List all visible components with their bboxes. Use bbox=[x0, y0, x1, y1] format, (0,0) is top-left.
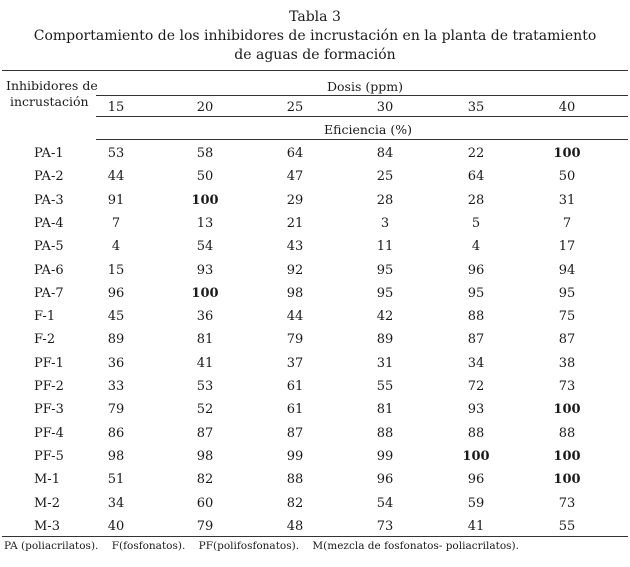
efficiency-cell: 31 bbox=[376, 356, 394, 371]
efficiency-cell: 92 bbox=[286, 263, 304, 278]
top-rule bbox=[2, 70, 628, 71]
efficiency-cell: 96 bbox=[376, 472, 394, 487]
inhibitor-label: PF-4 bbox=[34, 426, 64, 441]
efficiency-cell: 100 bbox=[191, 193, 219, 208]
efficiency-cell: 100 bbox=[191, 286, 219, 301]
efficiency-cell: 25 bbox=[376, 169, 394, 184]
efficiency-cell: 29 bbox=[286, 193, 304, 208]
efficiency-cell: 41 bbox=[196, 356, 214, 371]
efficiency-cell: 41 bbox=[467, 519, 485, 534]
efficiency-cell: 50 bbox=[558, 169, 576, 184]
efficiency-cell: 51 bbox=[107, 472, 125, 487]
efficiency-cell: 88 bbox=[467, 426, 485, 441]
dose-column-header: 40 bbox=[558, 100, 576, 115]
table-title-line-1: Comportamiento de los inhibidores de incrustación en la planta de tratamiento bbox=[33, 28, 597, 44]
efficiency-cell: 100 bbox=[553, 402, 581, 417]
efficiency-cell: 95 bbox=[558, 286, 576, 301]
efficiency-cell: 4 bbox=[471, 239, 481, 254]
efficiency-cell: 7 bbox=[562, 216, 572, 231]
row-header-line-1: Inhibidores de bbox=[6, 78, 98, 93]
efficiency-cell: 73 bbox=[558, 496, 576, 511]
inhibitor-label: M-2 bbox=[34, 496, 60, 511]
efficiency-cell: 58 bbox=[196, 146, 214, 161]
efficiency-cell: 98 bbox=[107, 449, 125, 464]
efficiency-cell: 37 bbox=[286, 356, 304, 371]
efficiency-cell: 33 bbox=[107, 379, 125, 394]
efficiency-cell: 81 bbox=[196, 332, 214, 347]
table-caption bbox=[0, 8, 630, 65]
efficiency-cell: 93 bbox=[467, 402, 485, 417]
efficiency-cell: 4 bbox=[111, 239, 121, 254]
efficiency-cell: 87 bbox=[558, 332, 576, 347]
inhibitor-label: M-1 bbox=[34, 472, 60, 487]
efficiency-cell: 91 bbox=[107, 193, 125, 208]
inhibitor-label: F-1 bbox=[34, 309, 56, 324]
efficiency-cell: 82 bbox=[286, 496, 304, 511]
efficiency-cell: 87 bbox=[286, 426, 304, 441]
efficiency-cell: 99 bbox=[286, 449, 304, 464]
footer-note-pf: PF(polifosfonatos). bbox=[198, 540, 300, 552]
efficiency-cell: 82 bbox=[196, 472, 214, 487]
dose-column-header: 20 bbox=[196, 100, 214, 115]
efficiency-cell: 40 bbox=[107, 519, 125, 534]
efficiency-cell: 95 bbox=[376, 286, 394, 301]
footer-notes bbox=[4, 540, 529, 552]
footer-note-m: M(mezcla de fosfonatos- poliacrilatos). bbox=[312, 540, 519, 552]
efficiency-cell: 55 bbox=[558, 519, 576, 534]
efficiency-cell: 86 bbox=[107, 426, 125, 441]
efficiency-cell: 100 bbox=[553, 146, 581, 161]
inhibitor-label: PF-1 bbox=[34, 356, 64, 371]
efficiency-cell: 87 bbox=[467, 332, 485, 347]
efficiency-cell: 96 bbox=[467, 472, 485, 487]
efficiency-cell: 64 bbox=[467, 169, 485, 184]
dose-column-header: 35 bbox=[467, 100, 485, 115]
efficiency-cell: 96 bbox=[467, 263, 485, 278]
inhibitor-label: PA-5 bbox=[34, 239, 64, 254]
efficiency-cell: 98 bbox=[196, 449, 214, 464]
dose-rule bbox=[96, 95, 628, 96]
efficiency-label: Eficiencia (%) bbox=[324, 122, 412, 137]
efficiency-cell: 44 bbox=[107, 169, 125, 184]
efficiency-cell: 88 bbox=[558, 426, 576, 441]
dose-bottom-rule bbox=[96, 116, 628, 117]
efficiency-cell: 31 bbox=[558, 193, 576, 208]
inhibitor-label: M-3 bbox=[34, 519, 60, 534]
footer-note-pa: PA (poliacrilatos). bbox=[4, 540, 99, 552]
inhibitor-label: PF-2 bbox=[34, 379, 64, 394]
inhibitor-label: PA-1 bbox=[34, 146, 64, 161]
efficiency-cell: 64 bbox=[286, 146, 304, 161]
efficiency-cell: 42 bbox=[376, 309, 394, 324]
inhibitor-label: PF-5 bbox=[34, 449, 64, 464]
efficiency-cell: 81 bbox=[376, 402, 394, 417]
inhibitor-label: PF-3 bbox=[34, 402, 64, 417]
efficiency-cell: 28 bbox=[376, 193, 394, 208]
efficiency-cell: 22 bbox=[467, 146, 485, 161]
efficiency-cell: 7 bbox=[111, 216, 121, 231]
efficiency-cell: 11 bbox=[376, 239, 394, 254]
efficiency-cell: 54 bbox=[196, 239, 214, 254]
dose-label: Dosis (ppm) bbox=[327, 79, 403, 94]
efficiency-cell: 89 bbox=[107, 332, 125, 347]
efficiency-cell: 54 bbox=[376, 496, 394, 511]
efficiency-cell: 53 bbox=[196, 379, 214, 394]
efficiency-cell: 34 bbox=[467, 356, 485, 371]
efficiency-cell: 79 bbox=[107, 402, 125, 417]
inhibitor-label: PA-3 bbox=[34, 193, 64, 208]
efficiency-cell: 87 bbox=[196, 426, 214, 441]
efficiency-cell: 94 bbox=[558, 263, 576, 278]
efficiency-cell: 45 bbox=[107, 309, 125, 324]
efficiency-cell: 60 bbox=[196, 496, 214, 511]
efficiency-cell: 88 bbox=[376, 426, 394, 441]
efficiency-cell: 100 bbox=[462, 449, 490, 464]
efficiency-rule bbox=[96, 139, 628, 140]
efficiency-cell: 55 bbox=[376, 379, 394, 394]
efficiency-cell: 61 bbox=[286, 402, 304, 417]
dose-column-header: 15 bbox=[107, 100, 125, 115]
efficiency-cell: 43 bbox=[286, 239, 304, 254]
efficiency-cell: 95 bbox=[467, 286, 485, 301]
efficiency-cell: 50 bbox=[196, 169, 214, 184]
efficiency-cell: 36 bbox=[196, 309, 214, 324]
efficiency-cell: 98 bbox=[286, 286, 304, 301]
efficiency-cell: 99 bbox=[376, 449, 394, 464]
inhibitor-label: PA-6 bbox=[34, 263, 64, 278]
inhibitor-label: PA-2 bbox=[34, 169, 64, 184]
efficiency-cell: 34 bbox=[107, 496, 125, 511]
efficiency-cell: 96 bbox=[107, 286, 125, 301]
efficiency-cell: 44 bbox=[286, 309, 304, 324]
dose-column-header: 25 bbox=[286, 100, 304, 115]
efficiency-cell: 59 bbox=[467, 496, 485, 511]
efficiency-cell: 73 bbox=[558, 379, 576, 394]
efficiency-cell: 100 bbox=[553, 472, 581, 487]
dose-column-header: 30 bbox=[376, 100, 394, 115]
efficiency-cell: 15 bbox=[107, 263, 125, 278]
efficiency-cell: 75 bbox=[558, 309, 576, 324]
table-title-line-2: de aguas de formación bbox=[234, 47, 396, 63]
inhibitor-label: PA-7 bbox=[34, 286, 64, 301]
inhibitor-label: F-2 bbox=[34, 332, 56, 347]
efficiency-cell: 47 bbox=[286, 169, 304, 184]
efficiency-cell: 17 bbox=[558, 239, 576, 254]
efficiency-cell: 79 bbox=[286, 332, 304, 347]
efficiency-cell: 84 bbox=[376, 146, 394, 161]
efficiency-cell: 36 bbox=[107, 356, 125, 371]
efficiency-cell: 88 bbox=[286, 472, 304, 487]
efficiency-cell: 53 bbox=[107, 146, 125, 161]
efficiency-cell: 93 bbox=[196, 263, 214, 278]
inhibitor-label: PA-4 bbox=[34, 216, 64, 231]
efficiency-cell: 21 bbox=[286, 216, 304, 231]
efficiency-cell: 13 bbox=[196, 216, 214, 231]
bottom-rule bbox=[2, 536, 628, 537]
efficiency-cell: 5 bbox=[471, 216, 481, 231]
footer-note-f: F(fosfonatos). bbox=[111, 540, 186, 552]
efficiency-cell: 72 bbox=[467, 379, 485, 394]
efficiency-cell: 73 bbox=[376, 519, 394, 534]
efficiency-cell: 61 bbox=[286, 379, 304, 394]
efficiency-cell: 38 bbox=[558, 356, 576, 371]
efficiency-cell: 52 bbox=[196, 402, 214, 417]
row-header-line-2: incrustación bbox=[10, 94, 89, 109]
efficiency-cell: 100 bbox=[553, 449, 581, 464]
efficiency-cell: 48 bbox=[286, 519, 304, 534]
efficiency-cell: 88 bbox=[467, 309, 485, 324]
table-number: Tabla 3 bbox=[289, 9, 341, 25]
efficiency-cell: 95 bbox=[376, 263, 394, 278]
efficiency-cell: 28 bbox=[467, 193, 485, 208]
efficiency-cell: 89 bbox=[376, 332, 394, 347]
efficiency-cell: 79 bbox=[196, 519, 214, 534]
efficiency-cell: 3 bbox=[380, 216, 390, 231]
